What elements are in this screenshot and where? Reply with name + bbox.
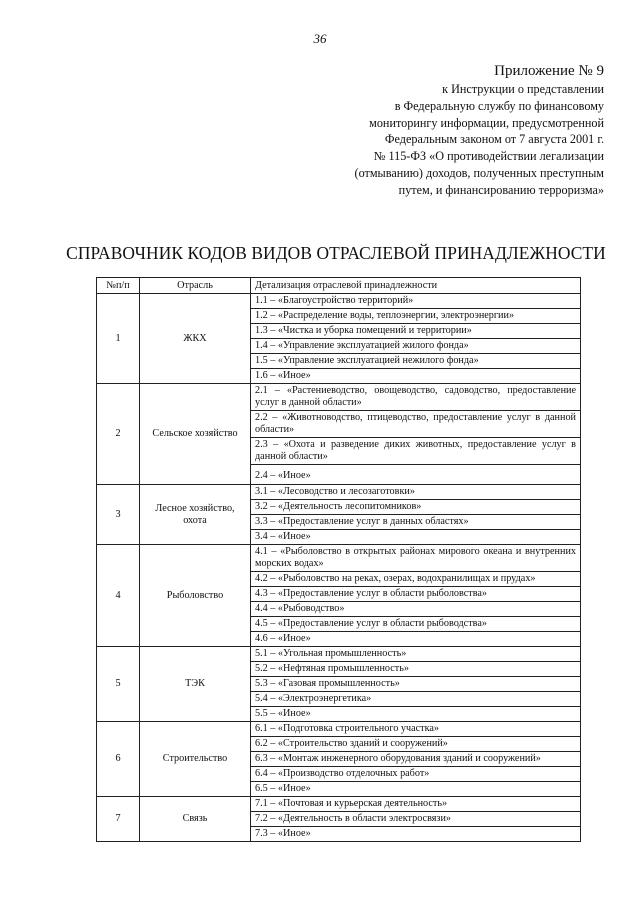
appendix-line: в Федеральную службу по финансовому xyxy=(394,98,604,113)
detail-item: 1.4 – «Управление эксплуатацией жилого фонда» xyxy=(251,339,581,354)
appendix-line: Федеральным законом от 7 августа 2001 г. xyxy=(384,132,604,147)
table-row xyxy=(97,797,581,812)
header-branch: Отрасль xyxy=(140,278,251,294)
page-number: 36 xyxy=(313,31,327,46)
detail-item: 1.5 – «Управление эксплуатацией нежилого фонда» xyxy=(251,354,581,369)
industry-codes-table xyxy=(96,277,581,842)
table-row xyxy=(97,294,581,309)
group-branch: ЖКХ xyxy=(140,294,251,384)
appendix-line: (отмыванию) доходов, полученных преступным xyxy=(354,165,604,180)
detail-item: 3.2 – «Деятельность лесопитомников» xyxy=(251,500,581,515)
table-row xyxy=(97,485,581,500)
detail-item: 5.5 – «Иное» xyxy=(251,707,581,722)
appendix-title: Приложение № 9 xyxy=(494,63,604,79)
table-header-row xyxy=(97,278,581,294)
appendix-line: № 115-ФЗ «О противодействии легализации xyxy=(373,149,604,164)
detail-item: 4.3 – «Предоставление услуг в области рыболовства» xyxy=(251,587,581,602)
detail-item: 4.4 – «Рыбоводство» xyxy=(251,602,581,617)
group-number: 7 xyxy=(97,797,140,842)
detail-item: 2.1 – «Растениеводство, овощеводство, садоводство, предоставление услуг в данной области» xyxy=(251,384,581,411)
group-number: 6 xyxy=(97,722,140,797)
group-branch: Сельское хозяйство xyxy=(140,384,251,485)
detail-item: 1.1 – «Благоустройство территорий» xyxy=(251,294,581,309)
detail-item: 5.4 – «Электроэнергетика» xyxy=(251,692,581,707)
header-number: №п/п xyxy=(97,278,140,294)
detail-item: 5.2 – «Нефтяная промышленность» xyxy=(251,662,581,677)
detail-item: 5.1 – «Угольная промышленность» xyxy=(251,647,581,662)
detail-item: 3.4 – «Иное» xyxy=(251,530,581,545)
group-branch: Строительство xyxy=(140,722,251,797)
group-number: 3 xyxy=(97,485,140,545)
detail-item: 7.1 – «Почтовая и курьерская деятельность» xyxy=(251,797,581,812)
table-row xyxy=(97,647,581,662)
table-row xyxy=(97,384,581,411)
appendix-header xyxy=(274,62,604,199)
group-number: 5 xyxy=(97,647,140,722)
detail-item: 3.1 – «Лесоводство и лесозаготовки» xyxy=(251,485,581,500)
detail-item: 4.1 – «Рыболовство в открытых районах мирового океана и внутренних морских водах» xyxy=(251,545,581,572)
detail-item: 5.3 – «Газовая промышленность» xyxy=(251,677,581,692)
detail-item: 6.2 – «Строительство зданий и сооружений» xyxy=(251,737,581,752)
group-branch: ТЭК xyxy=(140,647,251,722)
detail-item: 6.1 – «Подготовка строительного участка» xyxy=(251,722,581,737)
detail-item: 6.4 – «Производство отделочных работ» xyxy=(251,767,581,782)
appendix-line: к Инструкции о представлении xyxy=(442,82,604,96)
group-branch: Рыболовство xyxy=(140,545,251,647)
detail-item: 6.3 – «Монтаж инженерного оборудования зданий и сооружений» xyxy=(251,752,581,767)
header-detail: Детализация отраслевой принадлежности xyxy=(251,278,581,294)
detail-item: 3.3 – «Предоставление услуг в данных областях» xyxy=(251,515,581,530)
detail-item: 4.5 – «Предоставление услуг в области рыбоводства» xyxy=(251,617,581,632)
detail-item: 2.4 – «Иное» xyxy=(251,465,581,485)
detail-item: 7.3 – «Иное» xyxy=(251,827,581,842)
detail-item: 1.2 – «Распределение воды, теплоэнергии, электроэнергии» xyxy=(251,309,581,324)
table-row xyxy=(97,722,581,737)
detail-item: 7.2 – «Деятельность в области электросвязи» xyxy=(251,812,581,827)
group-number: 4 xyxy=(97,545,140,647)
appendix-line: мониторингу информации, предусмотренной xyxy=(369,115,604,130)
detail-item: 6.5 – «Иное» xyxy=(251,782,581,797)
group-branch: Связь xyxy=(140,797,251,842)
document-title: СПРАВОЧНИК КОДОВ ВИДОВ ОТРАСЛЕВОЙ ПРИНАДЛЕЖНОСТИ xyxy=(66,243,606,263)
detail-item: 1.3 – «Чистка и уборка помещений и территории» xyxy=(251,324,581,339)
detail-item: 1.6 – «Иное» xyxy=(251,369,581,384)
detail-item: 2.2 – «Животноводство, птицеводство, предоставление услуг в данной области» xyxy=(251,411,581,438)
appendix-line: путем, и финансированию терроризма» xyxy=(398,182,604,197)
detail-item: 4.2 – «Рыболовство на реках, озерах, водохранилищах и прудах» xyxy=(251,572,581,587)
detail-item: 2.3 – «Охота и разведение диких животных, предоставление услуг в данной области» xyxy=(251,438,581,465)
group-number: 2 xyxy=(97,384,140,485)
table-row xyxy=(97,545,581,572)
group-number: 1 xyxy=(97,294,140,384)
group-branch: Лесное хозяйство, охота xyxy=(140,485,251,545)
detail-item: 4.6 – «Иное» xyxy=(251,632,581,647)
